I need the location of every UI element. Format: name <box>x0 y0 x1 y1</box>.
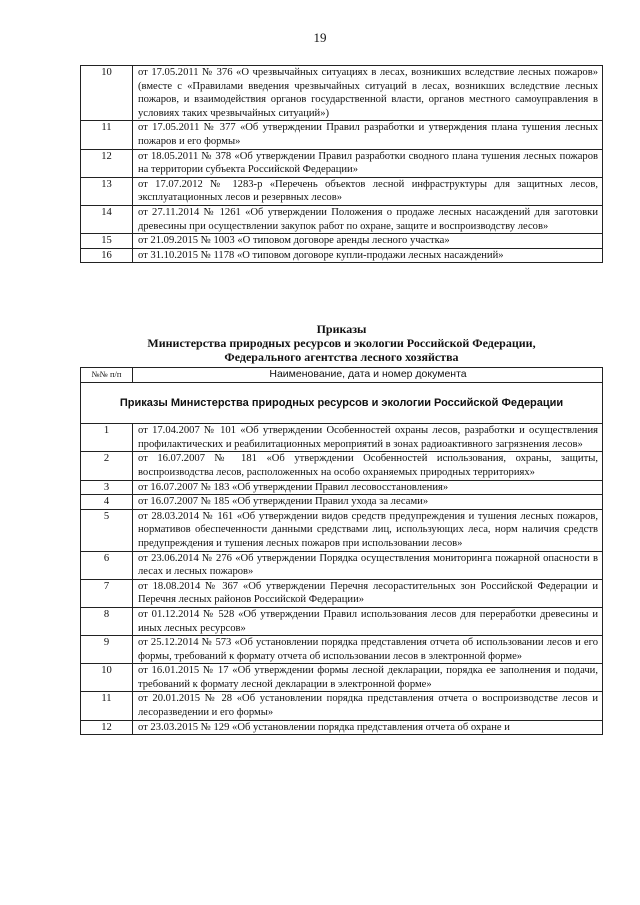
row-number: 5 <box>81 509 133 551</box>
table-row <box>81 579 603 607</box>
table-row <box>81 551 603 579</box>
row-document-text: от 18.08.2014 № 367 «Об утверждении Перечня лесорастительных зон Российской Федерации и Перечня лесных районов Российской Федерации» <box>133 579 603 607</box>
row-number: 12 <box>81 720 133 735</box>
section-title-row <box>81 382 603 424</box>
row-document-text: от 17.05.2011 № 376 «О чрезвычайных ситуациях в лесах, возникших вследствие лесных пожаров» (вместе с «Правилами введения чрезвычайных ситуаций в лесах, возникших вследствие лесных пожаров, и взаимодействия органов государственной власти, органов местного самоуправления в условиях таких чрезвычайных ситуаций») <box>133 66 603 121</box>
table-row <box>81 177 603 205</box>
table-row <box>81 692 603 720</box>
row-number: 9 <box>81 636 133 664</box>
decrees-table-continued <box>80 65 603 263</box>
table-row <box>81 636 603 664</box>
table-row <box>81 66 603 121</box>
header-name-cell: Наименование, дата и номер документа <box>133 368 603 383</box>
row-document-text: от 16.07.2007 № 181 «Об утверждении Особенностей использования, охраны, защиты, воспроизводства лесов, расположенных на особо охраняемых природных территориях» <box>133 452 603 480</box>
row-number: 8 <box>81 607 133 635</box>
table-row <box>81 205 603 233</box>
row-document-text: от 01.12.2014 № 528 «Об утверждении Правил использования лесов для переработки древесины и иных лесных ресурсов» <box>133 607 603 635</box>
row-number: 2 <box>81 452 133 480</box>
row-number: 4 <box>81 495 133 510</box>
row-number: 3 <box>81 480 133 495</box>
row-number: 10 <box>81 664 133 692</box>
row-document-text: от 23.06.2014 № 276 «Об утверждении Порядка осуществления мониторинга пожарной опасности в лесах и лесных пожаров» <box>133 551 603 579</box>
row-number: 11 <box>81 121 133 149</box>
header-number-cell: №№ п/п <box>81 368 133 383</box>
table-row <box>81 149 603 177</box>
table-row <box>81 248 603 263</box>
row-document-text: от 25.12.2014 № 573 «Об установлении порядка представления отчета об использовании лесов и его формы, требований к формату отчета об использовании лесов в электронной форме» <box>133 636 603 664</box>
table-row <box>81 664 603 692</box>
row-number: 10 <box>81 66 133 121</box>
row-document-text: от 31.10.2015 № 1178 «О типовом договоре купли-продажи лесных насаждений» <box>133 248 603 263</box>
row-number: 7 <box>81 579 133 607</box>
row-document-text: от 20.01.2015 № 28 «Об установлении порядка представления отчета о воспроизводстве лесов и лесоразведении и его формы» <box>133 692 603 720</box>
row-document-text: от 16.07.2007 № 183 «Об утверждении Правил лесовосстановления» <box>133 480 603 495</box>
table-row <box>81 720 603 735</box>
table-row <box>81 480 603 495</box>
row-number: 11 <box>81 692 133 720</box>
row-document-text: от 17.05.2011 № 377 «Об утверждении Правил разработки и утверждения плана тушения лесных пожаров и его формы» <box>133 121 603 149</box>
row-document-text: от 21.09.2015 № 1003 «О типовом договоре аренды лесного участка» <box>133 234 603 249</box>
row-number: 15 <box>81 234 133 249</box>
row-number: 14 <box>81 205 133 233</box>
heading-line-2: Министерства природных ресурсов и экологии Российской Федерации, <box>147 336 536 350</box>
table-row <box>81 234 603 249</box>
table-row <box>81 509 603 551</box>
section-heading <box>80 322 603 364</box>
table-row <box>81 452 603 480</box>
row-number: 6 <box>81 551 133 579</box>
table-row <box>81 607 603 635</box>
table-header-row <box>81 368 603 383</box>
orders-table <box>80 367 603 735</box>
section-title: Приказы Министерства природных ресурсов и экологии Российской Федерации <box>81 382 603 424</box>
row-number: 12 <box>81 149 133 177</box>
row-document-text: от 16.07.2007 № 185 «Об утверждении Правил ухода за лесами» <box>133 495 603 510</box>
row-number: 13 <box>81 177 133 205</box>
row-document-text: от 17.07.2012 № 1283-р «Перечень объектов лесной инфраструктуры для защитных лесов, эксплуатационных лесов и резервных лесов» <box>133 177 603 205</box>
row-number: 16 <box>81 248 133 263</box>
heading-line-1: Приказы <box>316 322 367 336</box>
heading-line-3: Федерального агентства лесного хозяйства <box>224 350 459 364</box>
row-number: 1 <box>81 424 133 452</box>
row-document-text: от 18.05.2011 № 378 «Об утверждении Правил разработки сводного плана тушения лесных пожаров на территории субъекта Российской Федерации» <box>133 149 603 177</box>
table-row <box>81 424 603 452</box>
table-row <box>81 495 603 510</box>
page-number: 19 <box>313 30 327 45</box>
row-document-text: от 23.03.2015 № 129 «Об установлении порядка представления отчета об охране и <box>133 720 603 735</box>
row-document-text: от 27.11.2014 № 1261 «Об утверждении Положения о продаже лесных насаждений для заготовки древесины при осуществлении закупок работ по охране, защите и воспроизводству лесов» <box>133 205 603 233</box>
row-document-text: от 28.03.2014 № 161 «Об утверждении видов средств предупреждения и тушения лесных пожаров, нормативов обеспеченности данными средствами лиц, использующих леса, норм наличия средств предупреждения и тушения лесных пожаров при использовании лесов» <box>133 509 603 551</box>
row-document-text: от 16.01.2015 № 17 «Об утверждении формы лесной декларации, порядка ее заполнения и подачи, требований к формату лесной декларации в электронной форме» <box>133 664 603 692</box>
table-row <box>81 121 603 149</box>
row-document-text: от 17.04.2007 № 101 «Об утверждении Особенностей охраны лесов, разработки и осуществления профилактических и реабилитационных мероприятий в зонах радиоактивного загрязнения лесов» <box>133 424 603 452</box>
